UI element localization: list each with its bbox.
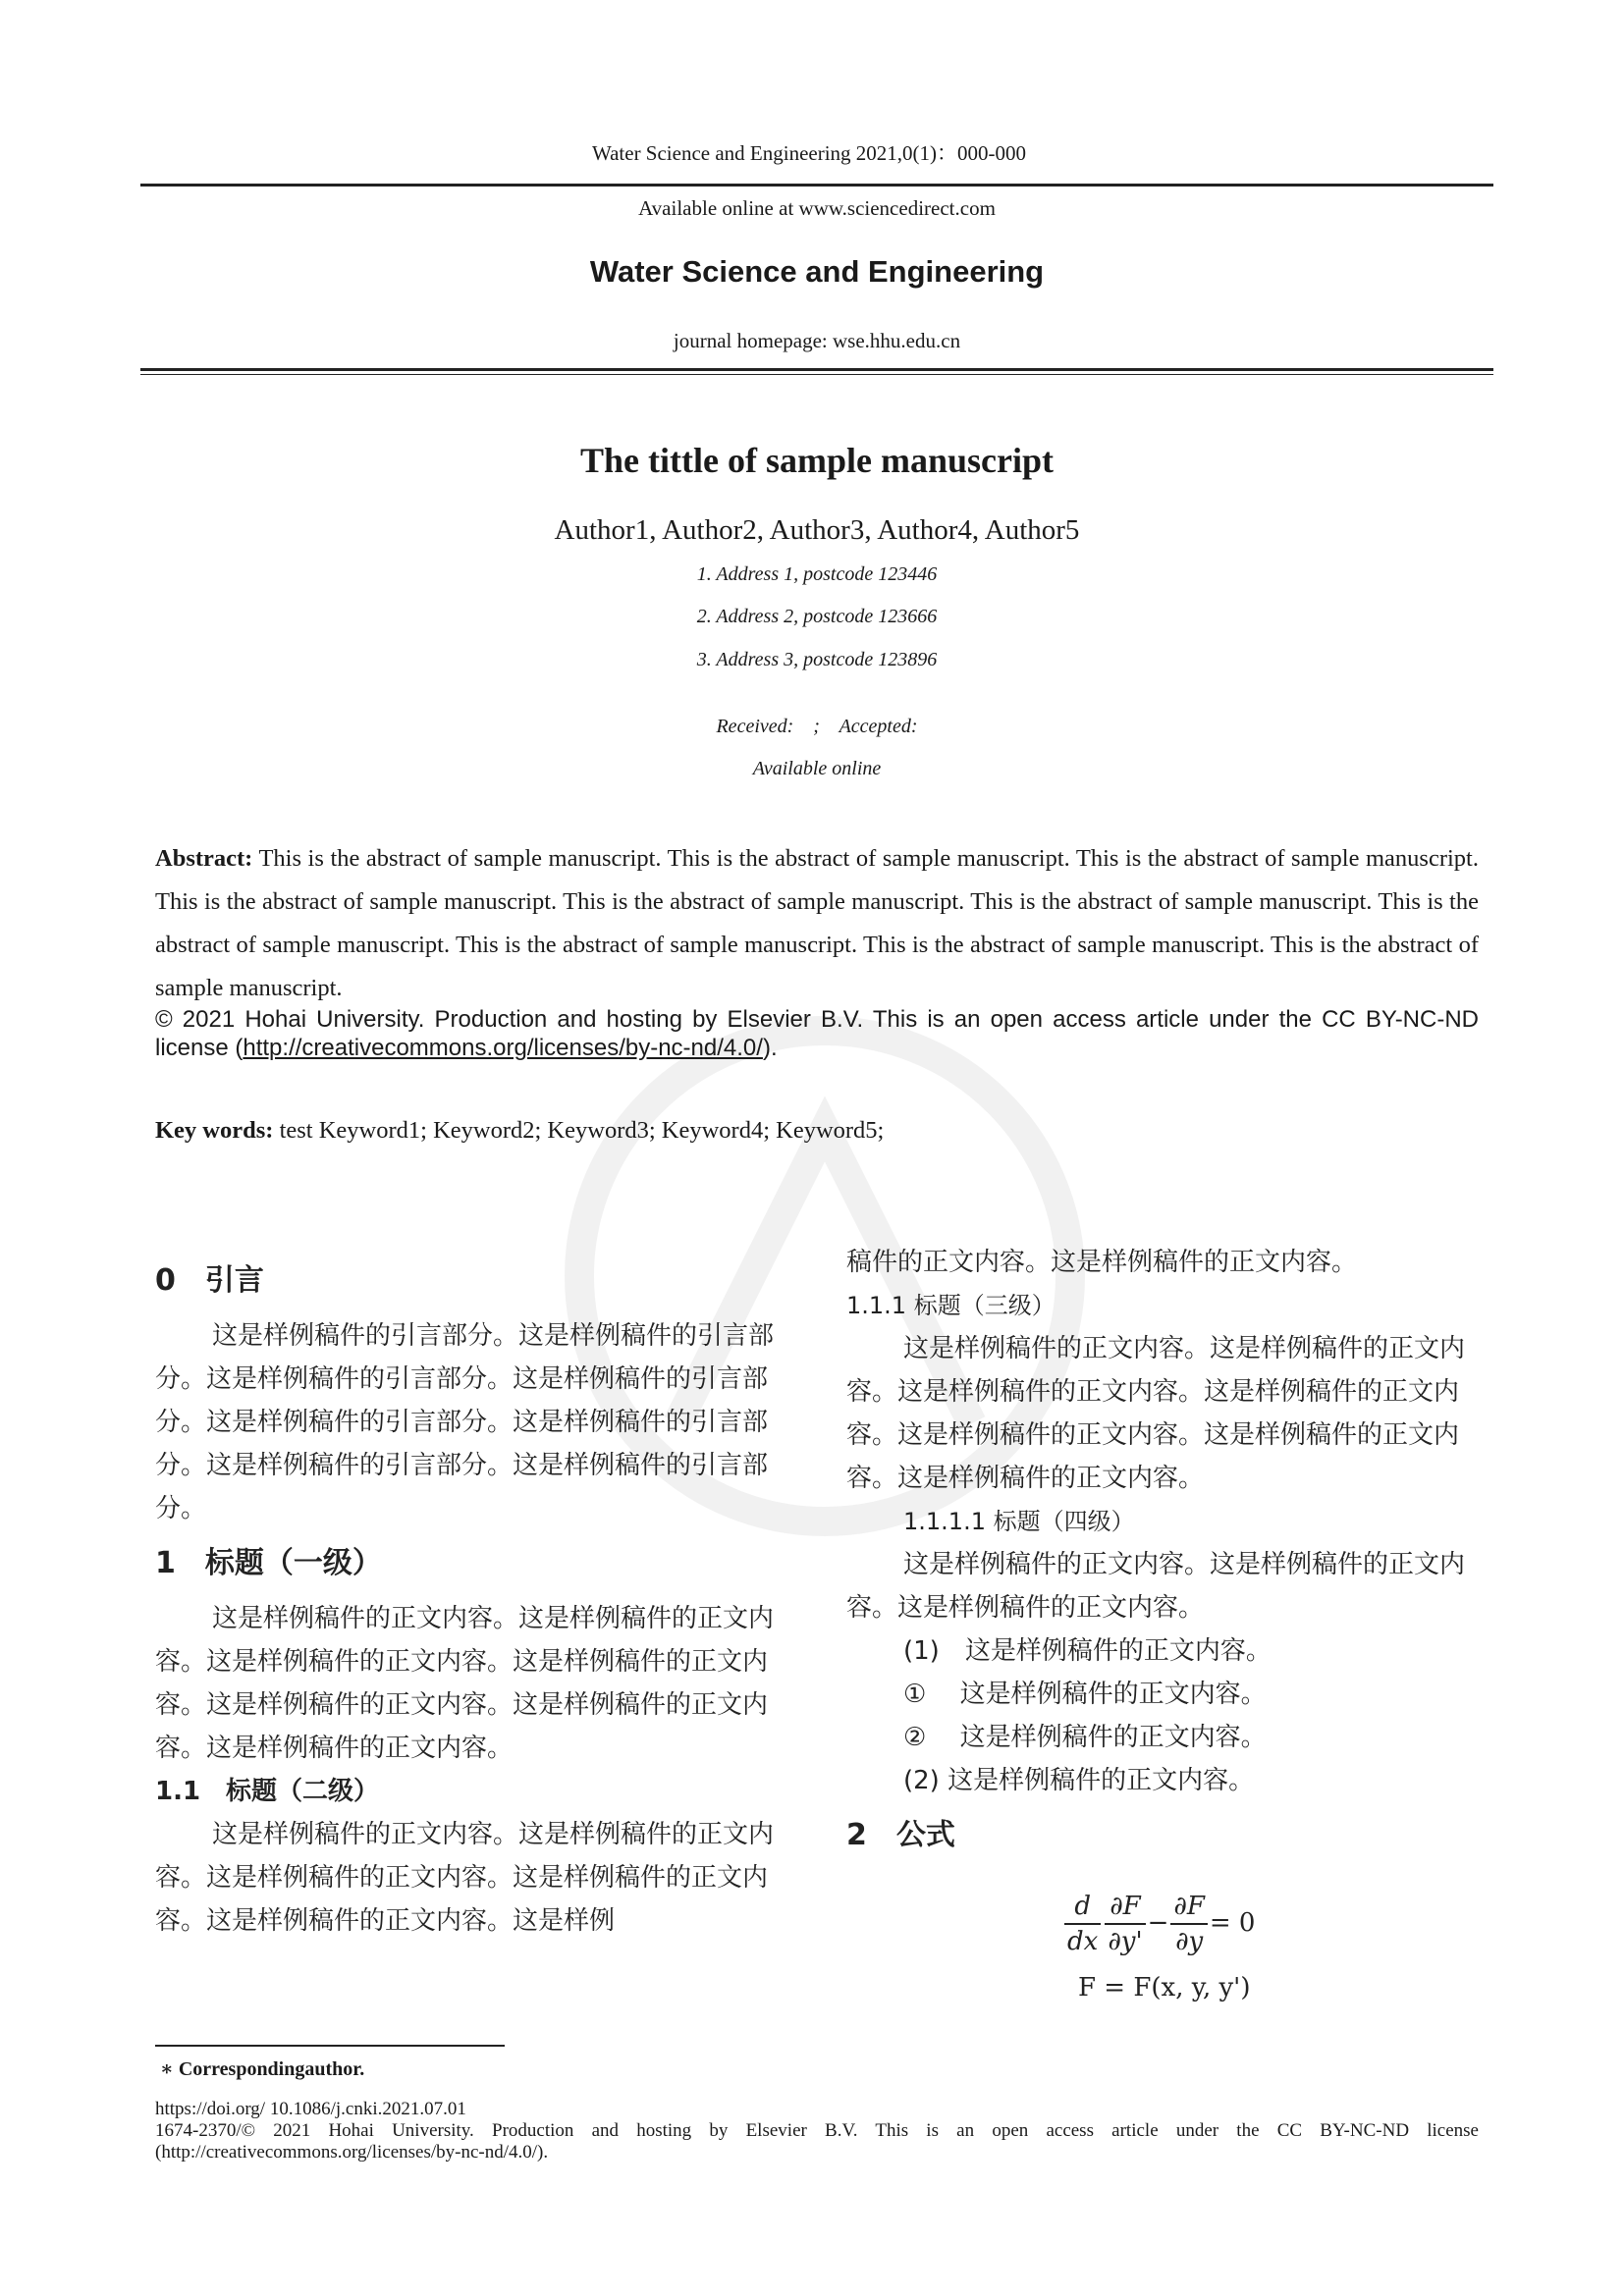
frac-dF-dy: $\frac{\partial F}{\partial y}$ xyxy=(1170,1890,1207,1958)
section-0-body: 这是样例稿件的引言部分。这是样例稿件的引言部分。这是样例稿件的引言部分。这是样例稿件的引言部分。这是样例稿件的引言部分。这是样例稿件的引言部分。这是样例稿件的引言部分。这是样例稿件的引言部分。 xyxy=(155,1321,775,1523)
section-1-1-body: 这是样例稿件的正文内容。这是样例稿件的正文内容。这是样例稿件的正文内容。这是样例稿件的正文内容。这是样例稿件的正文内容。这是样例 xyxy=(155,1820,775,1936)
frac-num: ∂F xyxy=(1170,1890,1207,1925)
address-1: 1. Address 1, postcode 123446 xyxy=(696,563,938,585)
list-item: (1) 这是样例稿件的正文内容。 xyxy=(903,1636,1272,1666)
continued-text: 稿件的正文内容。这是样例稿件的正文内容。 xyxy=(846,1248,1358,1277)
section-1-1-1-1-heading: 1.1.1.1 标题（四级） xyxy=(903,1508,1135,1535)
paper-title: The tittle of sample manuscript xyxy=(580,441,1054,480)
copyright-end: ). xyxy=(762,1035,778,1061)
equation-1 xyxy=(1062,1890,1255,1958)
left-column xyxy=(155,1259,789,1943)
abstract-text: This is the abstract of sample manuscript. This is the abstract of sample manuscript. This is the abstract of sample manuscript. This is the abstract of sample manuscript. This is the abstract of sample manuscript. This is the abstract of sample manuscript. This is the abstract of sample manuscript. This is the abstract of sample manuscript. This is the abstract of sample manuscript. This is the abstract of sample manuscript. xyxy=(155,845,1479,1001)
available-online-date: Available online xyxy=(752,758,882,779)
abstract-label: Abstract: xyxy=(155,845,253,872)
journal-title: Water Science and Engineering xyxy=(589,254,1045,289)
list-item: (2) 这是样例稿件的正文内容。 xyxy=(903,1766,1255,1795)
footnote-license: 1674-2370/© 2021 Hohai University. Production and hosting by Elsevier B.V. This is an open access article under the CC BY-NC-ND license (http://creativecommons.org/licenses/by-nc-nd/4.0/). xyxy=(155,2120,1479,2163)
keywords-text: test Keyword1; Keyword2; Keyword3; Keyword4; Keyword5; xyxy=(279,1117,885,1144)
frac-d-dx: $\frac{d}{dx}$ xyxy=(1064,1890,1101,1958)
minus-sign: − xyxy=(1147,1908,1169,1938)
section-1-body: 这是样例稿件的正文内容。这是样例稿件的正文内容。这是样例稿件的正文内容。这是样例稿件的正文内容。这是样例稿件的正文内容。这是样例稿件的正文内容。这是样例稿件的正文内容。 xyxy=(155,1604,775,1763)
section-1-1-1-heading: 1.1.1 标题（三级） xyxy=(846,1292,1056,1319)
header-rule-thin xyxy=(140,374,1493,375)
section-1-1-1-body: 这是样例稿件的正文内容。这是样例稿件的正文内容。这是样例稿件的正文内容。这是样例稿件的正文内容。这是样例稿件的正文内容。这是样例稿件的正文内容。这是样例稿件的正文内容。 xyxy=(846,1334,1466,1493)
footnote-rule xyxy=(155,2045,505,2047)
abstract xyxy=(155,837,1479,1010)
equals-zero: = 0 xyxy=(1209,1908,1256,1938)
header-rule-thick xyxy=(140,368,1493,371)
journal-citation: Water Science and Engineering 2021,0(1)：000-000 xyxy=(591,141,1027,165)
received-accepted: Received: ; Accepted: xyxy=(716,716,918,737)
corresponding-author: ∗ Correspondingauthor. xyxy=(160,2058,365,2080)
doi-link[interactable]: https://doi.org/ 10.1086/j.cnki.2021.07.01 xyxy=(155,2099,466,2119)
list-item: ① 这是样例稿件的正文内容。 xyxy=(903,1680,1267,1709)
header-rule-top xyxy=(140,184,1493,187)
list-item: ② 这是样例稿件的正文内容。 xyxy=(903,1723,1267,1752)
available-online-link[interactable]: Available online at www.sciencedirect.com xyxy=(638,196,996,220)
section-1-1-heading: 1.1 标题（二级） xyxy=(155,1777,380,1806)
license-link[interactable]: http://creativecommons.org/licenses/by-nc-nd/4.0/ xyxy=(243,1035,763,1061)
frac-dF-dyprime: $\frac{\partial F}{\partial y'}$ xyxy=(1105,1890,1145,1958)
address-3: 3. Address 3, postcode 123896 xyxy=(696,649,938,670)
section-1-1-1-1-body: 这是样例稿件的正文内容。这是样例稿件的正文内容。这是样例稿件的正文内容。 xyxy=(846,1550,1466,1623)
copyright-text: © 2021 Hohai University. Production and hosting by Elsevier B.V. This is an open access article under the CC BY-NC-ND license ( xyxy=(155,1006,1479,1061)
section-0-heading: 0 引言 xyxy=(155,1263,264,1298)
right-column xyxy=(846,1241,1481,1857)
section-2-heading: 2 公式 xyxy=(846,1818,955,1852)
equation-2: F = F(x, y, y') xyxy=(1078,1973,1251,2002)
journal-homepage[interactable]: journal homepage: wse.hhu.edu.cn xyxy=(673,329,961,352)
keywords-label: Key words: xyxy=(155,1117,274,1144)
author-list: Author1, Author2, Author3, Author4, Author5 xyxy=(554,514,1080,546)
section-1-heading: 1 标题（一级） xyxy=(155,1546,382,1580)
address-2: 2. Address 2, postcode 123666 xyxy=(696,606,938,627)
abstract-copyright xyxy=(155,1005,1479,1062)
keywords xyxy=(155,1117,1479,1145)
